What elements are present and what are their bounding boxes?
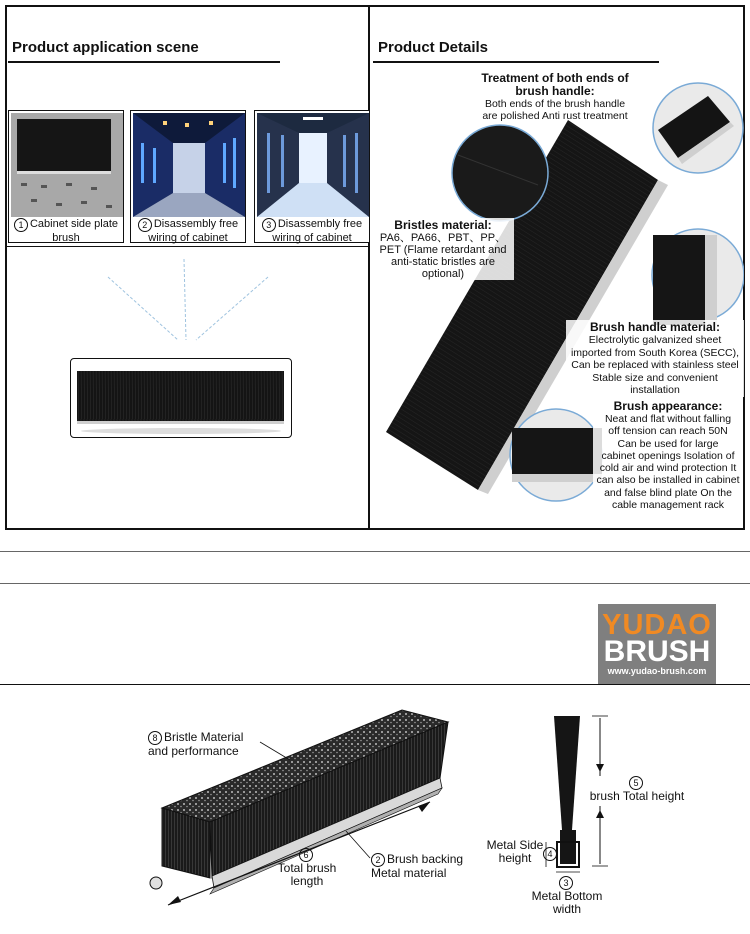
label-5-line1: brush Total height — [589, 789, 685, 803]
scene-rays — [100, 255, 280, 350]
separator-2 — [0, 583, 750, 584]
label-5-number: 5 — [629, 776, 643, 790]
separator-3 — [0, 684, 750, 685]
zoom-circle-2 — [653, 83, 743, 173]
product-details-title: Product Details — [378, 39, 489, 56]
treatment-block — [460, 72, 650, 122]
brush-product-card — [70, 358, 292, 438]
label-8-line2: and performance — [148, 744, 239, 758]
scene-card-3 — [254, 110, 370, 243]
label-3-number: 3 — [559, 876, 573, 890]
scene-1-caption-line1: Cabinet side plate — [29, 218, 119, 230]
label-6-line2: length — [290, 874, 324, 888]
scene-3-caption-line2: wiring of cabinet — [272, 232, 352, 244]
label-2-line1: Brush backing — [387, 852, 464, 866]
appearance-line-2: off tension can reach 50N — [608, 425, 728, 438]
label-total-length — [262, 848, 352, 888]
label-total-height — [577, 776, 697, 803]
bristles-line-4: optional) — [421, 268, 465, 280]
label-bristle-material — [148, 731, 243, 758]
handle-heading: Brush handle material: — [589, 320, 721, 334]
scene-3-number: 3 — [262, 218, 276, 232]
handle-line-3: Can be replaced with stainless steel — [571, 359, 739, 371]
appearance-line-6: can also be installed in cabinet — [596, 474, 740, 487]
bristles-block — [372, 218, 514, 280]
application-scene-title: Product application scene — [12, 39, 199, 56]
scene-2-caption — [131, 218, 245, 244]
appearance-line-4: cabinet openings Isolation of — [601, 449, 735, 462]
handle-block — [566, 320, 744, 397]
treatment-line-2: are polished Anti rust treatment — [482, 110, 628, 122]
scene-3-image — [257, 113, 369, 217]
label-3-line2: width — [552, 902, 581, 916]
yudao-brush-logo — [598, 604, 716, 684]
scene-card-2 — [130, 110, 246, 243]
appearance-block — [593, 399, 743, 511]
scenes-divider — [5, 246, 370, 247]
label-6-number: 6 — [299, 848, 313, 862]
label-4-line2: height — [498, 851, 532, 865]
scene-card-1 — [8, 110, 124, 243]
scene-2-caption-line1: Disassembly free — [153, 218, 239, 230]
scene-3-caption — [255, 218, 369, 244]
handle-line-1: Electrolytic galvanized sheet — [588, 334, 722, 346]
appearance-line-7: and false blind plate On the — [604, 486, 732, 499]
label-6-line1: Total brush — [277, 861, 337, 875]
label-4-number: 4 — [543, 847, 557, 861]
label-3-line1: Metal Bottom — [531, 889, 603, 903]
scene-3-caption-line1: Disassembly free — [277, 218, 363, 230]
zoom-circle-4 — [510, 409, 602, 501]
appearance-line-1: Neat and flat without falling — [604, 413, 732, 425]
bristles-heading: Bristles material: — [394, 218, 492, 232]
logo-url: www.yudao-brush.com — [607, 666, 707, 676]
scene-1-caption — [9, 218, 123, 244]
treatment-line-1: Both ends of the brush handle — [484, 98, 626, 110]
treatment-heading-2: brush handle: — [515, 84, 595, 98]
scene-1-caption-line2: brush — [52, 232, 80, 244]
handle-line-4: Stable size and convenient installation — [592, 371, 718, 396]
zoom-circle-1 — [452, 125, 548, 221]
scene-2-caption-line2: wiring of cabinet — [148, 232, 228, 244]
scene-1-image — [11, 113, 123, 217]
label-2-line2: Metal material — [371, 866, 447, 880]
bristles-line-2: PET (Flame retardant and — [379, 244, 507, 256]
label-8-line1: Bristle Material — [164, 730, 244, 744]
scene-2-number: 2 — [138, 218, 152, 232]
scene-1-number: 1 — [14, 218, 28, 232]
appearance-line-3: Can be used for large — [617, 437, 719, 450]
panel-divider — [368, 5, 370, 530]
bristles-line-1: PA6、PA66、PBT、PP、 — [379, 232, 507, 244]
bristles-line-3: anti-static bristles are — [391, 256, 495, 268]
label-brush-backing — [371, 853, 463, 880]
appearance-line-5: cold air and wind protection It — [599, 462, 737, 475]
label-metal-side-height — [482, 839, 548, 865]
label-4-line1: Metal Side — [486, 838, 544, 852]
zoom-circle-3 — [652, 229, 744, 325]
logo-word-brush: BRUSH — [603, 635, 711, 668]
treatment-heading-1: Treatment of both ends of — [481, 71, 629, 85]
brush-product-image — [71, 359, 290, 436]
appearance-heading: Brush appearance: — [613, 399, 723, 413]
label-2-number: 2 — [371, 853, 385, 867]
appearance-line-8: cable management rack — [611, 499, 725, 512]
handle-line-2: imported from South Korea (SECC), — [570, 346, 740, 359]
scene-2-image — [133, 113, 245, 217]
title-underline — [8, 61, 280, 63]
label-metal-bottom-width — [522, 876, 612, 916]
label-4-marker — [543, 847, 559, 861]
logo-word-yudao: YUDAO — [602, 609, 712, 641]
label-8-number: 8 — [148, 731, 162, 745]
separator-1 — [0, 551, 750, 552]
